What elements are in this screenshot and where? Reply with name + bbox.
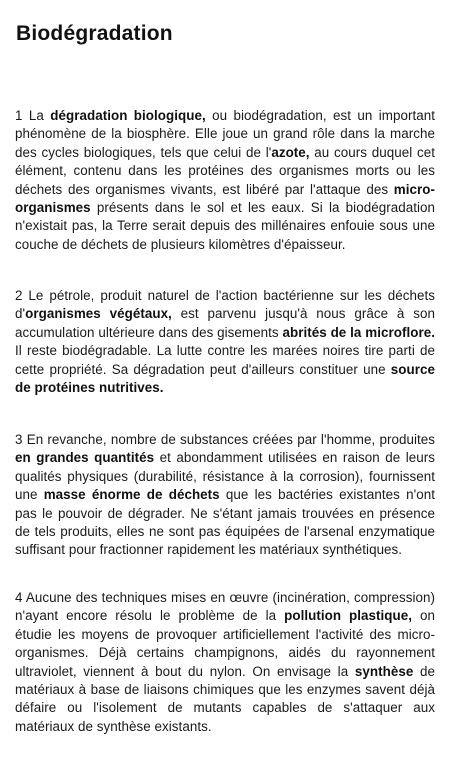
- paragraph-1-text: 1 La: [15, 108, 51, 123]
- paragraph-2-text: Il reste biodégradable. La lutte contre les marées noires tire parti de cette propriété. Sa dégradation peut d'ailleurs constituer une: [15, 343, 435, 377]
- paragraph-2-text: 2 Le pétrole, produit naturel de l'action bactérienne sur les déchets d': [15, 288, 435, 322]
- paragraph-4-emphasis: pollution plastique,: [284, 608, 413, 624]
- paragraph-2-emphasis: organismes végétaux,: [25, 306, 172, 322]
- paragraph-1-text: au cours duquel cet élément, contenu dans les protéines des organismes morts ou les déchets des organismes vivants, est libéré par l'attaque des: [15, 144, 435, 197]
- paragraph-4-text: de matériaux à base de liaisons chimiques que les enzymes savent déjà défaire ou l'isolement de mutants capables de s'attaquer aux matériaux de synthèse existants.: [15, 663, 435, 734]
- paragraph-3-emphasis: masse énorme de déchets: [43, 487, 220, 503]
- paragraph-4-text: 4 Aucune des techniques mises en œuvre (incinération, compression) n'ayant encore résolu le problème de la: [15, 590, 435, 624]
- paragraph-2-text: est parvenu jusqu'à nous grâce à son accumulation ultérieure dans des gisements: [15, 306, 435, 340]
- paragraph-2: [15, 287, 435, 397]
- paragraph-4-emphasis: synthèse: [354, 663, 414, 679]
- paragraph-3-text: 3 En revanche, nombre de substances créées par l'homme, produites: [15, 432, 435, 447]
- paragraph-4: [15, 589, 435, 736]
- paragraph-1-emphasis: dégradation biologique,: [50, 108, 206, 123]
- paragraph-2-emphasis: source de protéines nutritives.: [15, 361, 435, 396]
- paragraph-3-text: et abondamment utilisées en raison de leurs qualités physiques (durabilité, résistance à la corrosion), fournissent une: [15, 450, 435, 503]
- paragraph-1: [15, 107, 435, 254]
- paragraph-1-emphasis: azote,: [271, 144, 310, 160]
- paragraph-2-emphasis: abrités de la microflore.: [282, 324, 435, 340]
- paragraph-1-emphasis: micro-organismes: [15, 181, 435, 216]
- paragraph-3: [15, 431, 435, 560]
- paragraph-1-text: ou biodégradation, est un important phénomène de la biosphère. Elle joue un grand rôle dans la marche des cycles biologiques, tels que celui de l': [15, 108, 435, 160]
- paragraph-3-text: que les bactéries existantes n'ont pas le pouvoir de dégrader. Ne s'étant jamais trouvées en présence de tels produits, elles ne sont pas équipées de l'arsenal enzymatique suffisant pour fractionner rapidement les matériaux synthétiques.: [15, 487, 435, 558]
- page-title: Biodégradation: [16, 22, 173, 45]
- paragraph-3-emphasis: en grandes quantités: [15, 450, 155, 466]
- paragraph-1-text: présents dans le sol et les eaux. Si la biodégradation n'existait pas, la Terre serait depuis des millénaires enfouie sous une couche de déchets de plusieurs kilomètres d'épaisseur.: [15, 200, 435, 252]
- paragraph-4-text: on étudie les moyens de provoquer artificiellement l'activité des micro-organismes. Déjà certains champignons, aidés du rayonnement ultraviolet, viennent à bout du nylon. On envisage la: [15, 608, 435, 679]
